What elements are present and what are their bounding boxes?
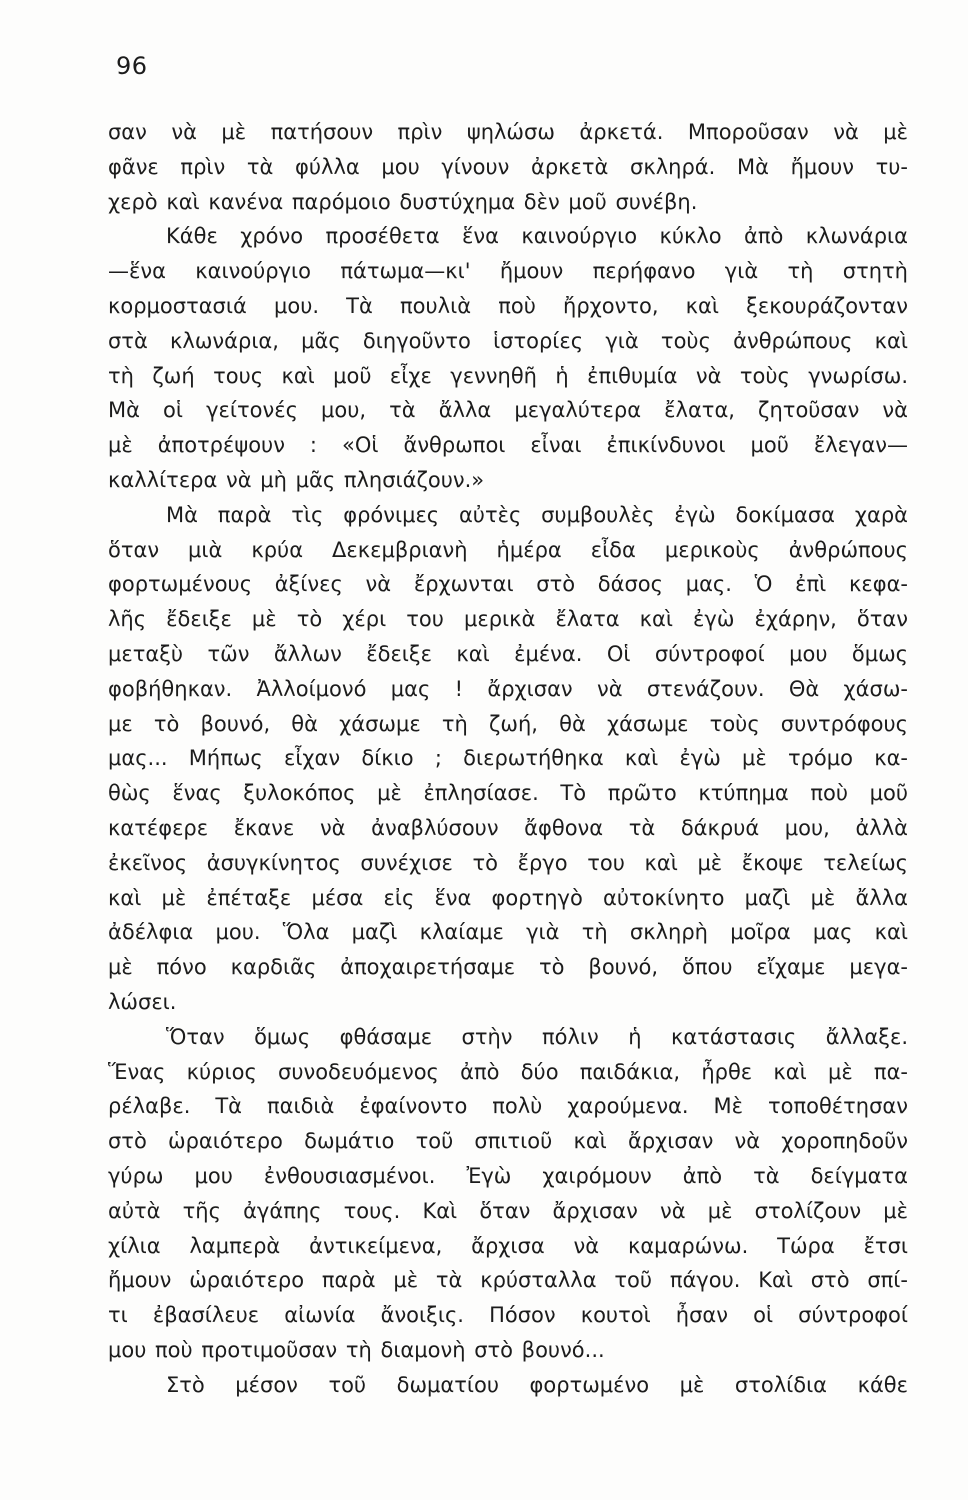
text-line: χίλια λαμπερὰ ἀντικείμενα, ἄρχισα νὰ καμαρώνω. Τώρα ἔτσι [108, 1233, 908, 1258]
text-line: ἐκεῖνος ἀσυγκίνητος συνέχισε τὸ ἔργο του καὶ μὲ ἔκοψε τελείως [108, 850, 908, 875]
text-line: μας... Μήπως εἶχαν δίκιο ; διερωτήθηκα καὶ ἐγὼ μὲ τρόμο κα- [108, 746, 908, 771]
text-line: θὼς ἕνας ξυλοκόπος μὲ ἐπλησίασε. Τὸ πρῶτο κτύπημα ποὺ μοῦ [108, 781, 908, 806]
paragraph-4 [108, 1020, 908, 1368]
page-number: 96 [116, 52, 148, 80]
text-line: μὲ ἀποτρέψουν : «Οἱ ἄνθρωποι εἶναι ἐπικίνδυνοι μοῦ ἔλεγαν— [108, 433, 908, 458]
text-line: καὶ μὲ ἐπέταξε μέσα εἰς ἕνα φορτηγὸ αὐτοκίνητο μαζὶ μὲ ἄλλα [108, 885, 908, 910]
text-line: μεταξὺ τῶν ἄλλων ἔδειξε καὶ ἐμένα. Οἱ σύντροφοί μου ὅμως [108, 641, 908, 666]
text-line: μου ποὺ προτιμοῦσαν τὴ διαμονὴ στὸ βουνό... [108, 1337, 605, 1362]
text-line: σαν νὰ μὲ πατήσουν πρὶν ψηλώσω ἀρκετά. Μποροῦσαν νὰ μὲ [108, 120, 908, 144]
text-line: φορτωμένους ἀξίνες νὰ ἔρχωνται στὸ δάσος μας. Ὁ ἐπὶ κεφα- [108, 572, 908, 597]
text-line: τι ἐβασίλευε αἰωνία ἄνοιξις. Πόσον κουτοὶ ἦσαν οἱ σύντροφοί [108, 1303, 908, 1328]
text-line: αὐτὰ τῆς ἀγάπης τους. Καὶ ὅταν ἄρχισαν νὰ μὲ στολίζουν μὲ [108, 1198, 908, 1223]
text-line: κορμοστασιά μου. Τὰ πουλιὰ ποὺ ἤρχοντο, καὶ ξεκουράζονταν [108, 293, 908, 318]
text-line: χερὸ καὶ κανένα παρόμοιο δυστύχημα δὲν μοῦ συνέβη. [108, 189, 698, 214]
text-line: Μὰ παρὰ τὶς φρόνιμες αὐτὲς συμβουλὲς ἐγὼ δοκίμασα χαρὰ [166, 502, 908, 527]
text-line: λώσει. [108, 989, 177, 1014]
text-line: λῆς ἔδειξε μὲ τὸ χέρι του μερικὰ ἔλατα καὶ ἐγὼ ἐχάρην, ὅταν [108, 607, 908, 632]
text-line: ρέλαβε. Τὰ παιδιὰ ἐφαίνοντο πολὺ χαρούμενα. Μὲ τοποθέτησαν [108, 1094, 908, 1119]
text-line: στὰ κλωνάρια, μᾶς διηγοῦντο ἱστορίες γιὰ τοὺς ἀνθρώπους καὶ [108, 328, 908, 353]
text-line: ὅταν μιὰ κρύα Δεκεμβριανὴ ἡμέρα εἶδα μερικοὺς ἀνθρώπους [108, 537, 908, 562]
text-line: ἀδέλφια μου. Ὅλα μαζὶ κλαίαμε γιὰ τὴ σκληρὴ μοῖρα μας καὶ [108, 920, 908, 945]
text-line: —ἕνα καινούργιο πάτωμα—κι' ἤμουν περήφανο γιὰ τὴ στητὴ [108, 259, 908, 284]
paragraph-5 [108, 1368, 908, 1403]
text-line: Μὰ οἱ γείτονές μου, τὰ ἄλλα μεγαλύτερα ἔλατα, ζητοῦσαν νὰ [108, 398, 908, 423]
text-line: καλλίτερα νὰ μὴ μᾶς πλησιάζουν.» [108, 467, 485, 492]
body-text [108, 115, 908, 1402]
text-line: φοβήθηκαν. Ἀλλοίμονό μας ! ἄρχισαν νὰ στενάζουν. Θὰ χάσω- [108, 676, 908, 701]
text-line: Στὸ μέσον τοῦ δωματίου φορτωμένο μὲ στολίδια κάθε [166, 1372, 908, 1397]
paragraph-3 [108, 498, 908, 1020]
paragraph-1 [108, 115, 908, 219]
text-line: κατέφερε ἔκανε νὰ ἀναβλύσουν ἄφθονα τὰ δάκρυά μου, ἀλλὰ [108, 815, 908, 840]
text-line: με τὸ βουνό, θὰ χάσωμε τὴ ζωή, θὰ χάσωμε τοὺς συντρόφους [108, 711, 908, 736]
text-line: Ἕνας κύριος συνοδευόμενος ἀπὸ δύο παιδάκια, ἦρθε καὶ μὲ πα- [108, 1059, 908, 1084]
text-line: Κάθε χρόνο προσέθετα ἕνα καινούργιο κύκλο ἀπὸ κλωνάρια [166, 224, 908, 249]
text-line: τὴ ζωή τους καὶ μοῦ εἶχε γεννηθῆ ἡ ἐπιθυμία νὰ τοὺς γνωρίσω. [108, 363, 908, 388]
text-line: ἤμουν ὡραιότερο παρὰ μὲ τὰ κρύσταλλα τοῦ πάγου. Καὶ στὸ σπί- [108, 1268, 908, 1293]
text-line: στὸ ὡραιότερο δωμάτιο τοῦ σπιτιοῦ καὶ ἄρχισαν νὰ χοροπηδοῦν [108, 1129, 908, 1154]
text-line: φᾶνε πρὶν τὰ φύλλα μου γίνουν ἀρκετὰ σκληρά. Μὰ ἤμουν τυ- [108, 154, 908, 179]
text-line: μὲ πόνο καρδιᾶς ἀποχαιρετήσαμε τὸ βουνό, ὅπου εἴχαμε μεγα- [108, 955, 908, 980]
paragraph-2 [108, 219, 908, 497]
text-line: γύρω μου ἐνθουσιασμένοι. Ἐγὼ χαιρόμουν ἀπὸ τὰ δείγματα [108, 1163, 908, 1188]
text-line: Ὅταν ὅμως φθάσαμε στὴν πόλιν ἡ κατάστασις ἄλλαξε. [166, 1024, 908, 1049]
